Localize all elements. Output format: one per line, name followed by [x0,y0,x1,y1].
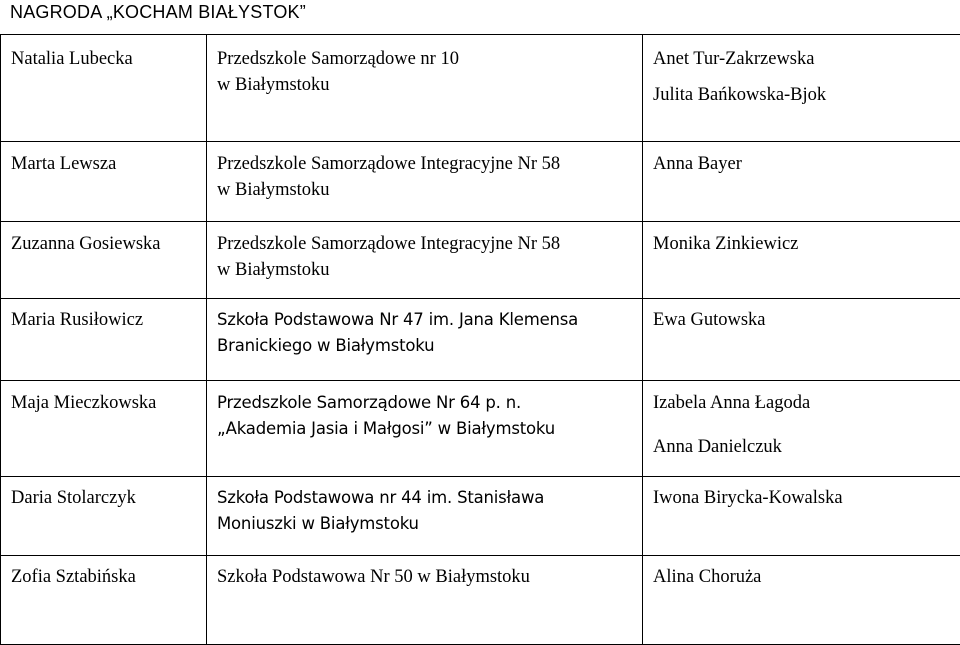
student-name-cell [1,35,207,142]
school-cell [207,222,643,299]
teacher-cell [643,222,960,299]
table-row [1,35,960,142]
teacher-name: Alina Choruża [653,564,953,590]
school-line: Szkoła Podstawowa Nr 47 im. Jana Klemensa [217,307,632,333]
table-row [1,556,960,645]
student-name: Natalia Lubecka [11,49,133,69]
student-name-cell [1,299,207,381]
table-row [1,299,960,381]
student-name: Zofia Sztabińska [11,567,136,587]
teacher-name: Izabela Anna Łagoda [653,390,953,416]
school-cell [207,35,643,142]
student-name-cell [1,222,207,299]
school-cell [207,381,643,477]
school-cell [207,142,643,222]
teacher-cell [643,477,960,556]
table-row [1,477,960,556]
school-line: Szkoła Podstawowa nr 44 im. Stanisława [217,485,632,511]
student-name-cell [1,381,207,477]
teacher-name: Anna Bayer [653,151,953,177]
teacher-cell [643,381,960,477]
teacher-name: Anna Danielczuk [653,416,953,460]
school-cell [207,477,643,556]
school-line: Branickiego w Białymstoku [217,333,632,359]
teacher-name: Iwona Birycka-Kowalska [653,485,953,511]
teacher-name: Julita Bańkowska-Bjok [653,72,953,108]
student-name: Maja Mieczkowska [11,393,156,413]
table-row [1,142,960,222]
school-line: w Białymstoku [217,177,632,203]
student-name-cell [1,556,207,645]
teacher-cell [643,35,960,142]
teacher-name: Monika Zinkiewicz [653,231,953,257]
teacher-cell [643,556,960,645]
school-line: Moniuszki w Białymstoku [217,511,632,537]
awards-table [0,34,960,645]
student-name: Zuzanna Gosiewska [11,234,161,254]
student-name-cell [1,142,207,222]
teacher-name: Anet Tur-Zakrzewska [653,46,953,72]
teacher-cell [643,142,960,222]
student-name: Marta Lewsza [11,154,116,174]
table-row [1,222,960,299]
school-line: Przedszkole Samorządowe Nr 64 p. n. [217,390,632,416]
school-line: w Białymstoku [217,72,632,98]
school-line: Szkoła Podstawowa Nr 50 w Białymstoku [217,564,632,590]
teacher-name: Ewa Gutowska [653,307,953,333]
table-row [1,381,960,477]
teacher-cell [643,299,960,381]
school-line: w Białymstoku [217,257,632,283]
school-line: Przedszkole Samorządowe Integracyjne Nr 58 [217,151,632,177]
document-title: NAGRODA „KOCHAM BIAŁYSTOK” [10,2,306,23]
school-line: Przedszkole Samorządowe nr 10 [217,46,632,72]
school-line: Przedszkole Samorządowe Integracyjne Nr 58 [217,231,632,257]
school-line: „Akademia Jasia i Małgosi” w Białymstoku [217,416,632,442]
student-name: Daria Stolarczyk [11,488,136,508]
student-name-cell [1,477,207,556]
school-cell [207,556,643,645]
student-name: Maria Rusiłowicz [11,310,143,330]
school-cell [207,299,643,381]
